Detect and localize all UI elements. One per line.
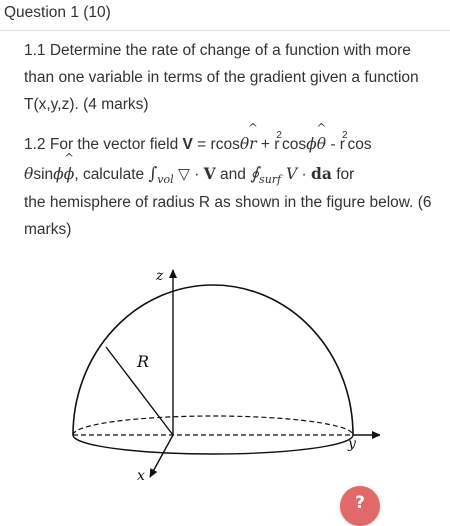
radius-label: R bbox=[137, 352, 150, 371]
help-button[interactable] bbox=[340, 486, 380, 526]
square-sup-1: 2 bbox=[276, 130, 282, 141]
theta-symbol-2: θ bbox=[24, 165, 34, 183]
cos-2: cos bbox=[347, 136, 372, 153]
vol-subscript: vol bbox=[157, 173, 174, 186]
dot-text: · bbox=[297, 166, 312, 183]
help-icon: ? bbox=[355, 493, 365, 513]
r-unit-vector: r ^ bbox=[247, 121, 258, 153]
hemisphere-figure bbox=[60, 258, 380, 498]
surface-v: V bbox=[281, 165, 298, 183]
square-sup-2: 2 bbox=[341, 130, 348, 141]
part-2-tail: the hemisphere of radius R as shown in the figure below. (6 marks) bbox=[24, 194, 432, 238]
field-eq: = rcos bbox=[192, 136, 240, 153]
and-text: and bbox=[215, 166, 251, 183]
theta-symbol: θ bbox=[239, 135, 250, 153]
x-axis-label: x bbox=[137, 468, 145, 484]
da-symbol: da bbox=[311, 164, 332, 183]
divergence-v: V bbox=[203, 164, 216, 183]
theta-unit-vector: θ ^ bbox=[316, 121, 327, 153]
for-text: for bbox=[331, 166, 355, 183]
base-ellipse-back bbox=[73, 416, 353, 435]
volume-integral-sign: ∫ bbox=[148, 164, 158, 184]
phi-unit-vector: ϕ ^ bbox=[63, 151, 75, 183]
calculate-text: , calculate bbox=[74, 166, 149, 183]
part-2-lead: 1.2 For the vector field bbox=[24, 136, 183, 153]
question-title: Question 1 (10) bbox=[4, 4, 111, 21]
phi-symbol: ϕ bbox=[306, 135, 317, 153]
base-ellipse-front bbox=[73, 435, 353, 454]
part-2-text bbox=[24, 121, 444, 243]
surf-subscript: surf bbox=[259, 173, 282, 186]
field-symbol: V bbox=[182, 136, 193, 153]
x-axis bbox=[150, 435, 173, 477]
y-axis-label: y bbox=[348, 436, 356, 452]
z-axis-label: z bbox=[156, 268, 164, 284]
phi-symbol-2: ϕ bbox=[53, 165, 64, 183]
minus-r: - r bbox=[326, 136, 345, 153]
question-header bbox=[0, 0, 450, 31]
nabla-dot: ▽ · bbox=[173, 166, 204, 183]
hemisphere-dome bbox=[73, 285, 353, 435]
plus-r: + r bbox=[256, 136, 280, 153]
cos-1: cos bbox=[281, 136, 307, 153]
surface-integral-sign: ∮ bbox=[250, 164, 260, 184]
part-1-text: 1.1 Determine the rate of change of a function with more than one variable in terms of the gradient given a function T(x,y,z). (4 marks) bbox=[24, 42, 419, 113]
sin-text: sin bbox=[33, 166, 54, 183]
